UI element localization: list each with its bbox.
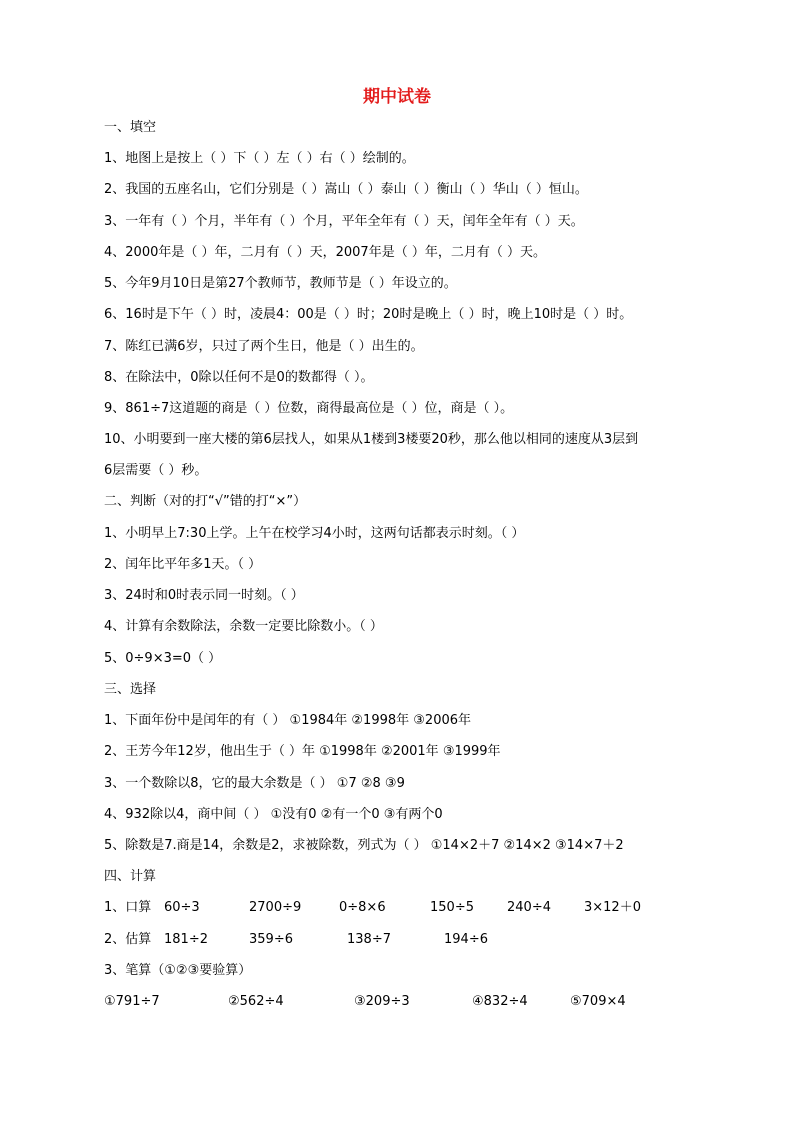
- written-calc-item: ①791÷7: [104, 994, 160, 1009]
- page-title: 期中试卷: [363, 87, 431, 107]
- section-heading-choice: 三、选择: [104, 682, 157, 697]
- written-calc-item: ⑤709×4: [570, 994, 626, 1009]
- written-calc-item: ③209÷3: [354, 994, 410, 1009]
- question-3-4: 4、932除以4，商中间（ ） ①没有0 ②有一个0 ③有两个0: [104, 807, 443, 822]
- section-heading-fill-blank: 一、填空: [104, 120, 157, 135]
- question-2-5: 5、0÷9×3=0（ ）: [104, 651, 222, 666]
- written-calc-item: ④832÷4: [472, 994, 528, 1009]
- question-1-5: 5、今年9月10日是第27个教师节，教师节是（ ）年设立的。: [104, 276, 457, 291]
- question-1-9: 9、861÷7这道题的商是（ ）位数，商得最高位是（ ）位，商是（ ）。: [104, 401, 514, 416]
- estimate-item: 359÷6: [249, 932, 293, 947]
- question-2-3: 3、24时和0时表示同一时刻。（ ）: [104, 588, 304, 603]
- question-1-4: 4、2000年是（ ）年，二月有（ ）天，2007年是（ ）年，二月有（ ）天。: [104, 245, 546, 260]
- estimate-label: 2、估算: [104, 932, 152, 947]
- oral-calc-item: 240÷4: [507, 900, 551, 915]
- question-3-5: 5、除数是7.商是14，余数是2，求被除数，列式为（ ） ①14×2＋7 ②14×2 ③14×7＋2: [104, 838, 624, 853]
- oral-calc-label: 1、口算: [104, 900, 152, 915]
- oral-calc-item: 60÷3: [164, 900, 200, 915]
- estimate-item: 138÷7: [347, 932, 391, 947]
- question-2-1: 1、小明早上7:30上学。上午在校学习4小时，这两句话都表示时刻。（ ）: [104, 526, 525, 541]
- question-1-6: 6、16时是下午（ ）时，凌晨4：00是（ ）时；20时是晚上（ ）时，晚上10时是（ ）时。: [104, 307, 633, 322]
- question-1-2: 2、我国的五座名山，它们分别是（ ）嵩山（ ）泰山（ ）衡山（ ）华山（ ）恒山。: [104, 182, 588, 197]
- question-2-4: 4、计算有余数除法，余数一定要比除数小。（ ）: [104, 619, 383, 634]
- question-3-1: 1、下面年份中是闰年的有（ ） ①1984年 ②1998年 ③2006年: [104, 713, 472, 728]
- written-calc-label: 3、笔算（①②③要验算）: [104, 963, 252, 978]
- question-1-10-line1: 10、小明要到一座大楼的第6层找人，如果从1楼到3楼要20秒，那么他以相同的速度从3层到: [104, 432, 639, 447]
- estimate-item: 181÷2: [164, 932, 208, 947]
- section-heading-calculate: 四、计算: [104, 869, 157, 884]
- question-1-10-line2: 6层需要（ ）秒。: [104, 463, 208, 478]
- question-2-2: 2、闰年比平年多1天。（ ）: [104, 557, 262, 572]
- question-1-8: 8、在除法中，0除以任何不是0的数都得（ ）。: [104, 370, 374, 385]
- oral-calc-item: 3×12＋0: [584, 900, 641, 915]
- oral-calc-item: 2700÷9: [249, 900, 302, 915]
- question-1-3: 3、一年有（ ）个月，半年有（ ）个月，平年全年有（ ）天，闰年全年有（ ）天。: [104, 214, 584, 229]
- section-heading-judge: 二、判断（对的打“√”错的打“×”）: [104, 494, 307, 509]
- written-calc-item: ②562÷4: [228, 994, 284, 1009]
- question-1-1: 1、地图上是按上（ ）下（ ）左（ ）右（ ）绘制的。: [104, 151, 415, 166]
- question-1-7: 7、陈红已满6岁，只过了两个生日，他是（ ）出生的。: [104, 339, 424, 354]
- question-3-2: 2、王芳今年12岁，他出生于（ ）年 ①1998年 ②2001年 ③1999年: [104, 744, 501, 759]
- estimate-item: 194÷6: [444, 932, 488, 947]
- oral-calc-item: 150÷5: [430, 900, 474, 915]
- question-3-3: 3、一个数除以8，它的最大余数是（ ） ①7 ②8 ③9: [104, 776, 405, 791]
- oral-calc-item: 0÷8×6: [339, 900, 386, 915]
